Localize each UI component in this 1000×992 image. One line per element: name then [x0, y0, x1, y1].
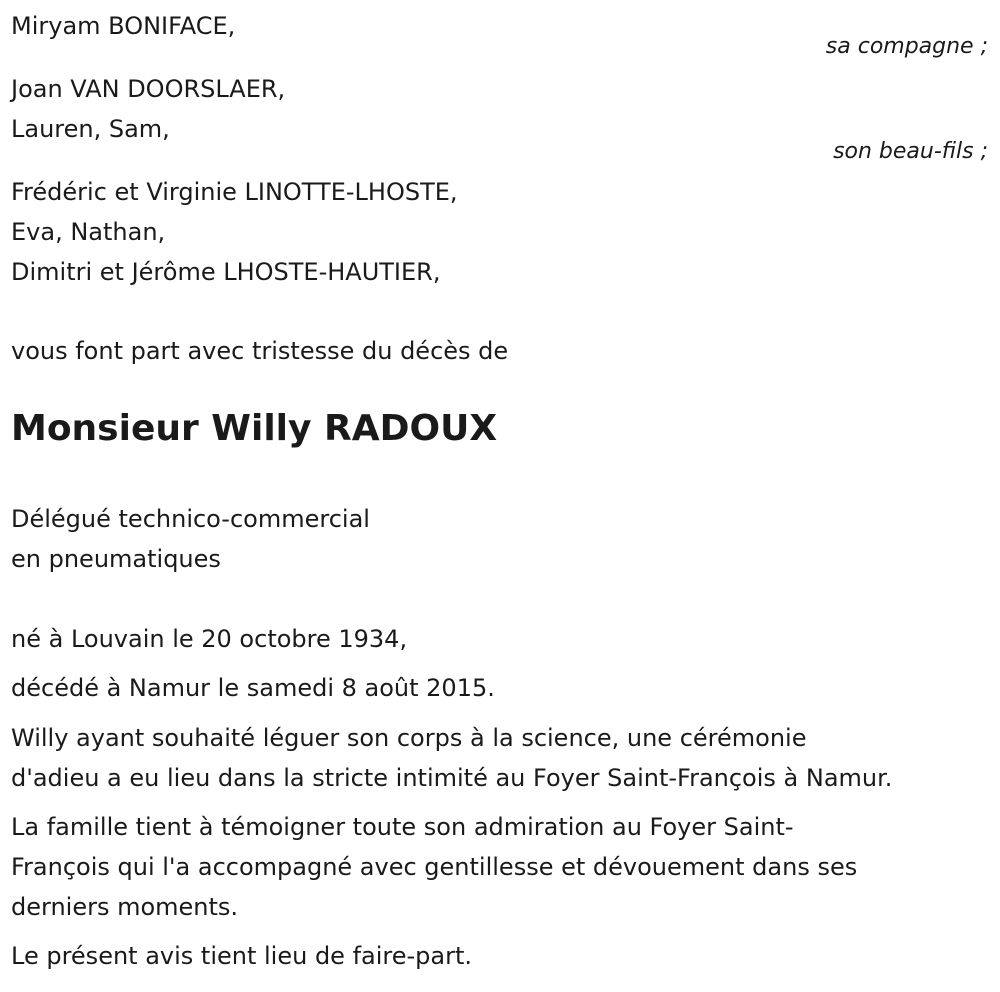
- family-member-1: Frédéric et Virginie LINOTTE-LHOSTE,: [11, 178, 458, 206]
- thanks-paragraph-line-1: La famille tient à témoigner toute son admiration au Foyer Saint-: [11, 813, 794, 841]
- family-stepson-role: son beau-fils ;: [833, 139, 988, 164]
- profession-line-2: en pneumatiques: [11, 545, 221, 573]
- announcement-text: vous font part avec tristesse du décès de: [11, 337, 509, 365]
- family-stepson-name: Joan VAN DOORSLAER,: [11, 75, 286, 103]
- death-info: décédé à Namur le samedi 8 août 2015.: [11, 674, 495, 702]
- profession-line-1: Délégué technico-commercial: [11, 505, 370, 533]
- family-member-1-children: Eva, Nathan,: [11, 218, 166, 246]
- thanks-paragraph-line-3: derniers moments.: [11, 893, 239, 921]
- family-partner-role: sa compagne ;: [825, 34, 988, 59]
- family-member-2: Dimitri et Jérôme LHOSTE-HAUTIER,: [11, 258, 441, 286]
- science-paragraph-line-2: d'adieu a eu lieu dans la stricte intimité au Foyer Saint-François à Namur.: [11, 764, 893, 792]
- closing-text: Le présent avis tient lieu de faire-part.: [11, 942, 473, 970]
- thanks-paragraph-line-2: François qui l'a accompagné avec gentillesse et dévouement dans ses: [11, 853, 858, 881]
- birth-info: né à Louvain le 20 octobre 1934,: [11, 625, 408, 653]
- family-partner-name: Miryam BONIFACE,: [11, 12, 236, 40]
- science-paragraph-line-1: Willy ayant souhaité léguer son corps à la science, une cérémonie: [11, 724, 807, 752]
- family-stepson-children: Lauren, Sam,: [11, 115, 170, 143]
- deceased-name: Monsieur Willy RADOUX: [11, 408, 498, 449]
